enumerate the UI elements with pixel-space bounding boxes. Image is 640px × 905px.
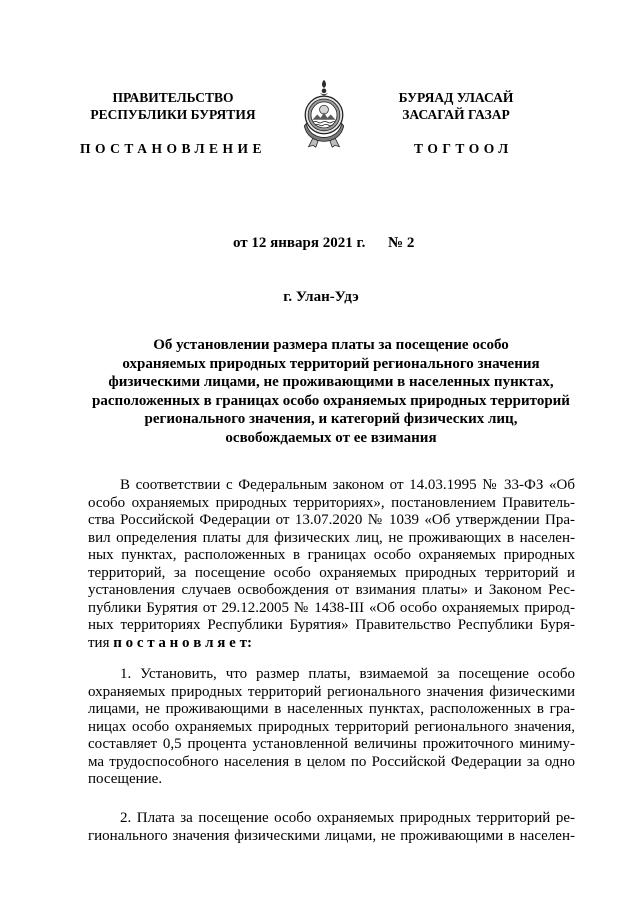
document-type-russian: ПОСТАНОВЛЕНИЕ	[80, 141, 267, 156]
body-text-line: особо охраняемых природных территориях», постановлением Правитель-	[88, 494, 575, 511]
document-title	[88, 336, 574, 448]
issuer-name-line: ПРАВИТЕЛЬСТВО	[112, 90, 234, 105]
body-text-line: посещение.	[88, 771, 163, 787]
paragraph-item-2	[88, 810, 575, 845]
body-text-line: ма трудоспособного населения в целом по Российской Федерации за одно	[88, 753, 575, 770]
body-text-line: лицами, не проживающими в населенных пунктах, расположенных в гра-	[88, 701, 575, 717]
body-text-line: гионального значения физическими лицами, не проживающими в населен-	[88, 827, 575, 844]
document-number: № 2	[388, 235, 415, 251]
body-text-line: публики Бурятия от 29.12.2005 № 1438-III «Об особо охраняемых природ-	[88, 599, 575, 616]
body-text-line: ных пунктах, расположенных в границах особо охраняемых природных	[88, 547, 575, 563]
title-line: расположенных в границах особо охраняемых природных территорий	[92, 392, 570, 409]
title-line: физическими лицами, не проживающими в населенных пунктах,	[108, 374, 554, 391]
body-text-line: 2. Плата за посещение особо охраняемых природных территорий ре-	[120, 810, 575, 826]
document-type-buryat: ТОГТООЛ	[414, 141, 513, 156]
body-text-line: охраняемых природных территорий регионального значения физическими	[88, 683, 575, 700]
issuer-name-line: БУРЯАД УЛАСАЙ	[398, 90, 514, 105]
issuer-name-line: ЗАСАГАЙ ГАЗАР	[402, 107, 510, 122]
coat-of-arms-icon	[298, 78, 350, 148]
issuer-name-buryat	[366, 89, 546, 123]
body-text-line: В соответствии с Федеральным законом от 14.03.1995 № 33-ФЗ «Об	[120, 477, 575, 493]
body-text-line: вил определения платы для физических лиц, не проживающих в населен-	[88, 529, 575, 546]
title-line: освобождаемых от ее взимания	[225, 429, 437, 446]
body-text-line: ницах особо охраняемых природных территорий регионального значения,	[88, 718, 575, 735]
title-line: охраняемых природных территорий регионального значения	[122, 355, 540, 372]
body-text-line	[88, 635, 575, 653]
title-line: регионального значения, и категорий физических лиц,	[144, 411, 518, 428]
soyombo-symbol	[320, 80, 328, 96]
body-text-line: ства Российской Федерации от 13.07.2020 № 1039 «Об утверждении Пра-	[88, 512, 575, 528]
document-city: г. Улан-Удэ	[283, 289, 359, 305]
body-text-line: территорий, за посещение особо охраняемых природных территорий и	[88, 564, 575, 581]
body-text-fragment: тия	[88, 634, 110, 651]
emblem-disk	[305, 96, 343, 134]
issuer-name-russian	[60, 89, 286, 123]
paragraph-item-1	[88, 666, 575, 789]
title-line: Об установлении размера платы за посещение особо	[153, 337, 509, 353]
document-date: от 12 января 2021 г.	[233, 235, 366, 251]
paragraph-preamble	[88, 477, 575, 652]
body-text-line: 1. Установить, что размер платы, взимаемой за посещение особо	[120, 666, 575, 682]
body-text-line: составляет 0,5 процента установленной величины прожиточного миниму-	[88, 736, 575, 752]
body-text-line: ных территориях Республики Бурятия» Правительство Республики Буря-	[88, 617, 575, 633]
resolution-verb: п о с т а н о в л я е т:	[113, 634, 252, 651]
body-text-line: установления случаев освобождения от взимания платы» и Законом Рес-	[88, 582, 575, 598]
issuer-name-line: РЕСПУБЛИКИ БУРЯТИЯ	[90, 107, 256, 122]
